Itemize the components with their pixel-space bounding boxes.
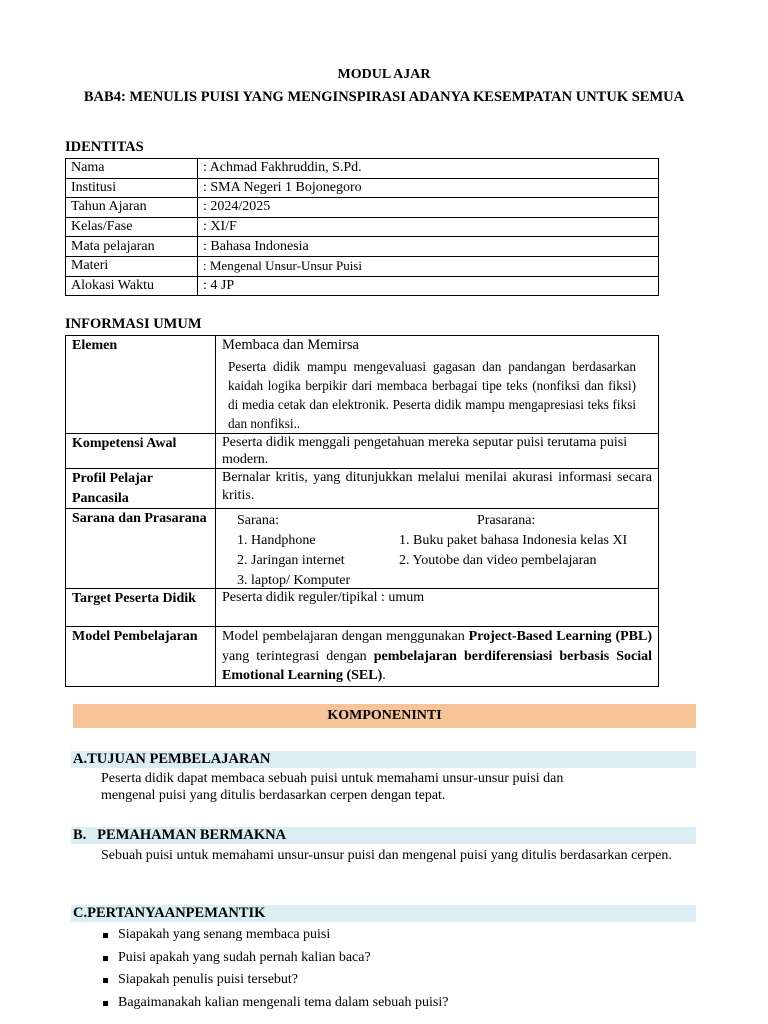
prasarana-list	[399, 511, 627, 571]
identitas-label: Alokasi Waktu	[66, 276, 198, 296]
list-item: Siapakah penulis puisi tersebut?	[101, 969, 448, 992]
identitas-label: Institusi	[66, 178, 198, 198]
informasi-umum-table	[65, 335, 659, 687]
table-row	[66, 256, 659, 276]
table-row	[66, 509, 659, 589]
pertanyaan-list	[101, 924, 448, 1014]
list-item: Siapakah yang senang membaca puisi	[101, 924, 448, 947]
pertanyaan-heading: C.PERTANYAANPEMANTIK	[71, 905, 696, 922]
list-item: Puisi apakah yang sudah pernah kalian baca?	[101, 947, 448, 970]
kompetensi-awal-label: Kompetensi Awal	[66, 434, 216, 469]
table-row	[66, 627, 659, 687]
model-text-part: yang terintegrasi dengan	[222, 648, 374, 664]
identitas-heading: IDENTITAS	[65, 139, 144, 155]
list-item: 1. Buku paket bahasa Indonesia kelas XI	[399, 533, 628, 548]
list-item: 2. Youtobe dan video pembelajaran	[399, 553, 597, 568]
prasarana-heading: Prasarana:	[477, 513, 536, 528]
identitas-label: Tahun Ajaran	[66, 198, 198, 218]
identitas-table	[65, 158, 659, 296]
identitas-value: : Mengenal Unsur-Unsur Puisi	[198, 256, 659, 276]
table-row	[66, 217, 659, 237]
target-label: Target Peserta Didik	[66, 589, 216, 627]
identitas-value: : Achmad Fakhruddin, S.Pd.	[198, 159, 659, 179]
identitas-label: Kelas/Fase	[66, 217, 198, 237]
pemahaman-heading-text: B. PEMAHAMAN BERMAKNA	[73, 827, 287, 843]
model-text-part: .	[382, 668, 386, 683]
tujuan-heading: A.TUJUAN PEMBELAJARAN	[71, 751, 696, 768]
model-sel: pembelajaran berdiferensiasi berbasis Social Emotional Learning (SEL)	[222, 648, 652, 683]
identitas-value: : 4 JP	[198, 276, 659, 296]
list-item: 3. laptop/ Komputer	[237, 573, 351, 588]
identitas-label: Mata pelajaran	[66, 237, 198, 257]
table-row	[66, 336, 659, 434]
sarana-prasarana-label: Sarana dan Prasarana	[66, 509, 216, 589]
model-text-part: Model pembelajaran dengan menggunakan	[222, 629, 469, 644]
identitas-value: : XI/F	[198, 217, 659, 237]
elemen-text: Peserta didik mampu mengevaluasi gagasan dan pandangan berdasarkan kaidah logika berpikir dari membaca berbagai tipe teks (nonfiksi dan fiksi) di media cetak dan elektronik. Peserta didik mampu mengapresiasi teks fiksi dan nonfiksi..	[228, 359, 636, 431]
pemahaman-heading	[71, 827, 696, 844]
document-title: MODUL AJAR	[337, 67, 431, 82]
table-row	[66, 434, 659, 469]
sarana-heading: Sarana:	[237, 513, 279, 528]
identitas-label: Materi	[66, 256, 198, 276]
table-row	[66, 276, 659, 296]
tujuan-text: Peserta didik dapat membaca sebuah puisi untuk memahami unsur-unsur puisi dan mengenal puisi yang ditulis berdasarkan cerpen dengan tepat.	[101, 771, 564, 803]
table-row	[66, 178, 659, 198]
list-item: Bagaimanakah kalian mengenali tema dalam sebuah puisi?	[101, 992, 448, 1015]
identitas-value: : 2024/2025	[198, 198, 659, 218]
target-text: Peserta didik reguler/tipikal : umum	[216, 589, 659, 627]
komponen-inti-heading: KOMPONENINTI	[73, 704, 696, 728]
table-row	[66, 198, 659, 218]
pemahaman-text: Sebuah puisi untuk memahami unsur-unsur puisi dan mengenal puisi yang ditulis berdasarkan cerpen.	[101, 848, 672, 863]
table-row	[66, 159, 659, 179]
elemen-title: Membaca dan Memirsa	[222, 337, 359, 353]
profil-pelajar-text: Bernalar kritis, yang ditunjukkan melalui menilai akurasi informasi secara kritis.	[216, 469, 659, 509]
elemen-label: Elemen	[66, 336, 216, 434]
sarana-list	[237, 511, 350, 591]
list-item: 2. Jaringan internet	[237, 553, 345, 568]
informasi-umum-heading: INFORMASI UMUM	[65, 316, 202, 332]
document-subtitle: BAB4: MENULIS PUISI YANG MENGINSPIRASI ADANYA KESEMPATAN UNTUK SEMUA	[83, 89, 685, 105]
table-row	[66, 589, 659, 627]
identitas-value: : SMA Negeri 1 Bojonegoro	[198, 178, 659, 198]
identitas-label: Nama	[66, 159, 198, 179]
profil-pelajar-label: Profil Pelajar Pancasila	[66, 469, 216, 509]
model-label: Model Pembelajaran	[66, 627, 216, 687]
model-text	[216, 627, 659, 687]
table-row	[66, 469, 659, 509]
model-pbl: Project-Based Learning (PBL)	[468, 629, 652, 644]
list-item: 1. Handphone	[237, 533, 316, 548]
kompetensi-awal-text: Peserta didik menggali pengetahuan mereka seputar puisi terutama puisi modern.	[216, 434, 659, 469]
identitas-value: : Bahasa Indonesia	[198, 237, 659, 257]
table-row	[66, 237, 659, 257]
